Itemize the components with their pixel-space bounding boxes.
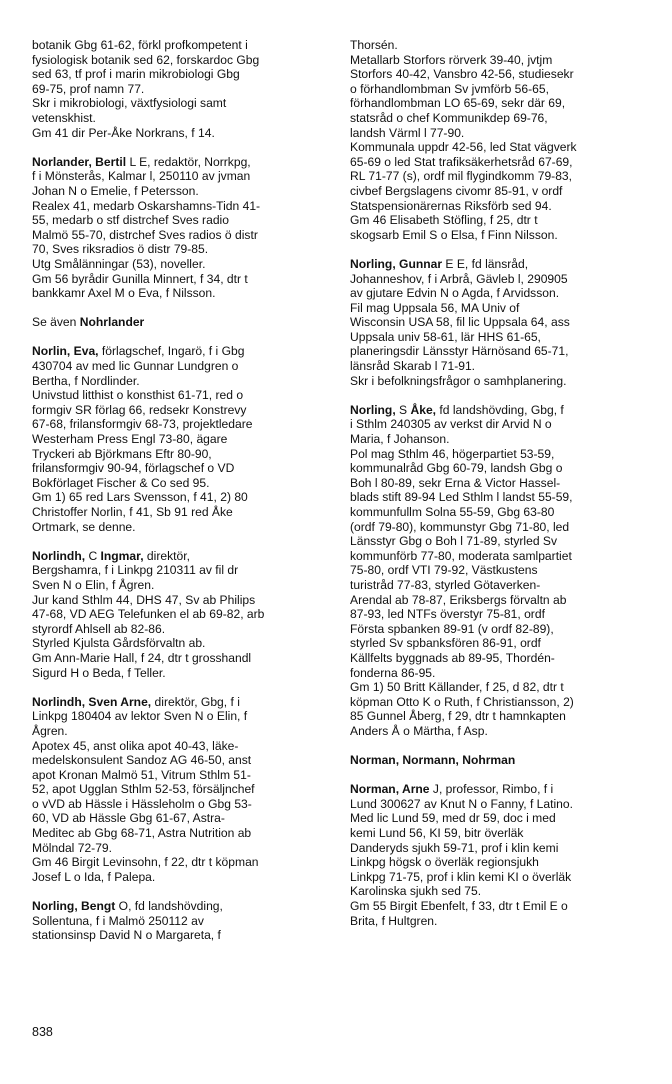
text-line <box>350 228 646 243</box>
text-line <box>350 651 646 666</box>
text-line <box>32 666 328 681</box>
biography-entry <box>32 155 328 301</box>
text-line <box>350 622 646 637</box>
text-segment: 69-75, prof namn 77. <box>32 81 145 96</box>
text-line <box>350 695 646 710</box>
text-segment: Gm Ann-Marie Hall, f 24, dtr t grosshandl <box>32 650 252 665</box>
text-segment: Storfors 40-42, Vansbro 42-56, studiesekr <box>350 67 574 82</box>
text-segment: styrordf Ahlsell ab 82-86. <box>32 621 166 636</box>
text-segment: Gm 1) 50 Britt Källander, f 25, d 82, dtr t <box>350 680 564 695</box>
text-segment: bankkamr Axel M o Eva, f Nilsson. <box>32 286 216 301</box>
text-line <box>32 855 328 870</box>
text-line <box>32 636 328 651</box>
text-line <box>350 826 646 841</box>
right-column <box>350 38 646 943</box>
text-segment: fonderna 86-95. <box>350 665 436 680</box>
text-segment: S <box>395 402 411 417</box>
text-line <box>350 884 646 899</box>
text-line <box>350 811 646 826</box>
text-line <box>350 461 646 476</box>
text-segment: kemi Lund 56, KI 59, bitr överläk <box>350 826 524 841</box>
text-segment: Kommunala uppdr 42-56, led Stat vägverk <box>350 140 577 155</box>
text-segment: turistråd 77-83, styrled Götaverken- <box>350 577 541 592</box>
text-segment: O, fd landshövding, <box>115 899 223 914</box>
text-segment: Uppsala univ 58-61, lär HHS 61-65, <box>350 329 541 344</box>
text-segment: Första spbanken 89-91 (v ordf 82-89), <box>350 621 554 636</box>
text-segment: Linkpg högsk o överläk regionsjukh <box>350 855 539 870</box>
text-segment: Fil mag Uppsala 56, MA Univ of <box>350 300 520 315</box>
text-line <box>350 709 646 724</box>
text-segment: Arendal ab 78-87, Eriksbergs förvaltn ab <box>350 592 567 607</box>
text-line <box>350 374 646 389</box>
text-segment: kommunförb 77-80, moderata samlpartiet <box>350 548 572 563</box>
text-segment: Danderyds sjukh 59-71, prof i klin kemi <box>350 840 559 855</box>
text-line <box>32 213 328 228</box>
text-line <box>350 359 646 374</box>
text-segment: Gm 56 byrådir Gunilla Minnert, f 34, dtr t <box>32 271 248 286</box>
text-line <box>32 169 328 184</box>
text-line <box>350 782 646 797</box>
text-line <box>350 126 646 141</box>
text-line <box>32 520 328 535</box>
text-line <box>32 82 328 97</box>
text-segment: direktör, <box>143 548 190 563</box>
text-line <box>32 38 328 53</box>
text-line <box>32 315 328 330</box>
text-segment: fd landshövding, Gbg, f <box>436 402 564 417</box>
text-line <box>32 753 328 768</box>
text-segment: Univstud litthist o konsthist 61-71, red o <box>32 388 244 403</box>
text-line <box>32 53 328 68</box>
text-segment: Styrled Kjulsta Gårdsförvaltn ab. <box>32 636 206 651</box>
text-segment: Bergshamra, f i Linkpg 210311 av fil dr <box>32 563 239 578</box>
bold-name-segment: Norling, Bengt <box>32 899 116 914</box>
text-segment: Westerham Press Engl 73-80, ägare <box>32 432 228 447</box>
text-segment: Gm 46 Birgit Levinsohn, f 22, dtr t köpman <box>32 855 259 870</box>
text-line <box>32 899 328 914</box>
text-segment: statsråd o chef Kommunikdep 69-76, <box>350 110 548 125</box>
text-line <box>350 330 646 345</box>
text-line <box>32 695 328 710</box>
text-segment: Johan N o Emelie, f Petersson. <box>32 183 199 198</box>
text-line <box>32 96 328 111</box>
text-line <box>350 169 646 184</box>
text-segment: Gm 55 Birgit Ebenfelt, f 33, dtr t Emil E o <box>350 899 568 914</box>
text-segment: Bertha, f Nordlinder. <box>32 373 140 388</box>
text-line <box>350 315 646 330</box>
bold-name-segment: Ingmar, <box>100 548 144 563</box>
text-segment: Meditec ab Gbg 68-71, Astra Nutrition ab <box>32 826 252 841</box>
text-line <box>32 505 328 520</box>
text-segment: 52, apot Ugglan Sthlm 52-53, försäljnchef <box>32 782 255 797</box>
text-line <box>350 490 646 505</box>
text-line <box>350 447 646 462</box>
text-line <box>350 841 646 856</box>
text-line <box>350 563 646 578</box>
text-line <box>32 490 328 505</box>
text-line <box>350 38 646 53</box>
text-segment: Mölndal 72-79. <box>32 840 113 855</box>
text-segment: Anders Å o Märtha, f Asp. <box>350 723 488 738</box>
text-segment: 65-69 o led Stat trafiksäkerhetsråd 67-69, <box>350 154 573 169</box>
text-line <box>350 578 646 593</box>
bold-name-segment: Åke, <box>410 402 437 417</box>
text-line <box>32 768 328 783</box>
text-segment: Realex 41, medarb Oskarshamns-Tidn 41- <box>32 198 261 213</box>
text-segment: vetenskhist. <box>32 110 96 125</box>
text-line <box>32 739 328 754</box>
text-line <box>32 417 328 432</box>
text-line <box>350 666 646 681</box>
text-segment: köpman Otto K o Ruth, f Christiansson, 2) <box>350 694 574 709</box>
biography-entry <box>32 344 328 534</box>
text-segment: kommunfullm Solna 55-59, Gbg 63-80 <box>350 505 555 519</box>
text-segment: 87-93, led NTFs överstyr 75-81, ordf <box>350 607 545 622</box>
text-segment: (ordf 79-80), kommunstyr Gbg 71-80, led <box>350 519 570 534</box>
text-segment: C <box>85 548 101 563</box>
bold-name-segment: Norlindh, Sven Arne, <box>32 694 152 709</box>
text-segment: Boh l 80-89, sekr Erna & Victor Hassel- <box>350 475 561 490</box>
text-segment: Linkpg 71-75, prof i klin kemi KI o överläk <box>350 869 572 884</box>
text-segment: 85 Gunnel Åberg, f 29, dtr t hamnkapten <box>350 709 566 724</box>
text-line <box>32 286 328 301</box>
text-segment: 430704 av med lic Gunnar Lundgren o <box>32 359 239 374</box>
text-segment: styrled Sv spbanksfören 86-91, ordf <box>350 636 541 651</box>
text-segment: blads stift 89-94 Led Sthlm l landst 55-59, <box>350 490 573 505</box>
text-segment: kommunalråd Gbg 60-79, landsh Gbg o <box>350 461 563 476</box>
text-segment: i Sthlm 240305 av verkst dir Arvid N o <box>350 417 552 432</box>
text-line <box>350 199 646 214</box>
text-segment: Wisconsin USA 58, fil lic Uppsala 64, ass <box>350 315 570 330</box>
text-line <box>32 242 328 257</box>
biography-entry <box>350 753 646 768</box>
text-line <box>350 82 646 97</box>
text-segment: Länsstyr Gbg o Boh l 71-89, styrled Sv <box>350 534 558 549</box>
text-segment: civbef Bergslagens civomr 85-91, v ordf <box>350 183 563 198</box>
text-segment: Christoffer Norlin, f 41, Sb 91 red Åke <box>32 505 233 519</box>
text-line <box>350 870 646 885</box>
text-segment: Lund 300627 av Knut N o Fanny, f Latino. <box>350 796 573 811</box>
text-segment: Bokförlaget Fischer & Co sed 95. <box>32 475 210 490</box>
page-number: 838 <box>32 1025 53 1039</box>
text-line <box>350 899 646 914</box>
text-segment: f i Mönsterås, Kalmar l, 250110 av jvman <box>32 169 251 184</box>
text-segment: Johanneshov, f i Arbrå, Gävleb l, 290905 <box>350 271 568 286</box>
text-segment: formgiv SR förlag 66, redsekr Konstrevy <box>32 402 247 417</box>
text-segment: stationsinsp David N o Margareta, f <box>32 928 221 943</box>
text-segment: o vVD ab Hässle i Hässleholm o Gbg 53- <box>32 796 252 811</box>
text-segment: sed 63, tf prof i marin mikrobiologi Gbg <box>32 67 240 82</box>
text-segment: Karolinska sjukh sed 75. <box>350 884 482 899</box>
text-line <box>32 476 328 491</box>
text-segment: Skr i befolkningsfrågor o samhplanering. <box>350 373 567 388</box>
text-line <box>32 797 328 812</box>
biography-entry <box>32 695 328 885</box>
text-segment: Thorsén. <box>350 38 398 52</box>
text-line <box>350 607 646 622</box>
text-segment: Maria, f Johanson. <box>350 432 450 447</box>
text-line <box>32 67 328 82</box>
text-segment: J, professor, Rimbo, f i <box>429 782 554 797</box>
text-segment: fysiologisk botanik sed 62, forskardoc Gbg <box>32 52 260 67</box>
text-segment: o förhandlombman Sv jvmförb 56-65, <box>350 81 549 96</box>
text-line <box>32 724 328 739</box>
text-line <box>32 549 328 564</box>
text-line <box>350 476 646 491</box>
text-line <box>32 578 328 593</box>
text-segment: Källfelts byggnads ab 89-95, Thordén- <box>350 650 555 665</box>
text-line <box>350 286 646 301</box>
bold-name-segment: Norlander, Bertil <box>32 154 127 169</box>
text-line <box>32 447 328 462</box>
text-segment: 55, medarb o stf distrchef Sves radio <box>32 213 229 228</box>
bold-name-segment: Norman, Normann, Nohrman <box>350 753 516 768</box>
biography-entry <box>350 782 646 928</box>
text-line <box>32 563 328 578</box>
text-line <box>32 709 328 724</box>
text-line <box>350 534 646 549</box>
text-line <box>350 520 646 535</box>
text-segment: Utg Smålänningar (53), noveller. <box>32 256 206 271</box>
text-segment: Linkpg 180404 av lektor Sven N o Elin, f <box>32 709 248 724</box>
text-line <box>350 636 646 651</box>
text-segment: 47-68, VD AEG Telefunken el ab 69-82, arb <box>32 607 265 622</box>
text-segment: förhandlombman LO 65-69, sekr där 69, <box>350 96 566 111</box>
text-line <box>32 344 328 359</box>
text-segment: 60, VD ab Hässle Gbg 61-67, Astra- <box>32 811 225 826</box>
biography-entry <box>32 899 328 943</box>
text-line <box>350 432 646 447</box>
text-line <box>32 870 328 885</box>
left-column <box>32 38 328 957</box>
text-line <box>32 228 328 243</box>
text-segment: Skr i mikrobiologi, växtfysiologi samt <box>32 96 227 111</box>
text-line <box>350 213 646 228</box>
text-segment: L E, redaktör, Norrkpg, <box>126 154 251 169</box>
text-segment: Gm 41 dir Per-Åke Norkrans, f 14. <box>32 125 215 140</box>
text-segment: apot Kronan Malmö 51, Vitrum Sthlm 51- <box>32 767 251 782</box>
text-line <box>350 797 646 812</box>
bold-name-segment: Norling, Gunnar <box>350 256 443 271</box>
text-line <box>32 826 328 841</box>
text-segment: botanik Gbg 61-62, förkl profkompetent i <box>32 38 248 52</box>
text-line <box>32 782 328 797</box>
bold-name-segment: Nohrlander <box>79 315 145 330</box>
text-line <box>32 841 328 856</box>
text-line <box>32 184 328 199</box>
text-line <box>350 593 646 608</box>
text-line <box>32 374 328 389</box>
text-segment: Malmö 55-70, distrchef Sves radios ö distr <box>32 227 258 242</box>
text-line <box>350 257 646 272</box>
text-segment: 75-80, ordf VTI 79-92, Västkustens <box>350 563 538 578</box>
text-line <box>32 359 328 374</box>
text-segment: av gjutare Edvin N o Agda, f Arvidsson. <box>350 286 560 301</box>
text-line <box>32 126 328 141</box>
bold-name-segment: Norlindh, <box>32 548 86 563</box>
text-line <box>32 593 328 608</box>
text-segment: Brita, f Hultgren. <box>350 913 438 928</box>
bold-name-segment: Norman, Arne <box>350 782 430 797</box>
biography-entry <box>350 257 646 388</box>
text-line <box>350 96 646 111</box>
text-segment: Jur kand Sthlm 44, DHS 47, Sv ab Philips <box>32 592 256 607</box>
text-line <box>350 67 646 82</box>
text-line <box>32 403 328 418</box>
text-line <box>32 928 328 943</box>
text-segment: 70, Sves riksradios ö distr 79-85. <box>32 242 209 257</box>
bold-name-segment: Norlin, Eva, <box>32 344 99 359</box>
text-segment: planeringsdir Länsstyr Härnösand 65-71, <box>350 344 569 359</box>
text-line <box>350 724 646 739</box>
text-line <box>350 155 646 170</box>
biography-entry <box>32 549 328 680</box>
text-segment: 67-68, frilansformgiv 68-73, projektledare <box>32 417 253 432</box>
text-line <box>350 53 646 68</box>
text-line <box>350 753 646 768</box>
text-line <box>32 461 328 476</box>
text-line <box>32 155 328 170</box>
text-segment: skogsarb Emil S o Elsa, f Finn Nilsson. <box>350 227 558 242</box>
text-segment: Med lic Lund 59, med dr 59, doc i med <box>350 811 556 826</box>
text-line <box>32 272 328 287</box>
text-segment: Ortmark, se denne. <box>32 519 136 534</box>
text-line <box>350 111 646 126</box>
text-line <box>32 914 328 929</box>
text-segment: Ågren. <box>32 723 68 738</box>
text-segment: länsråd Skarab l 71-91. <box>350 359 476 374</box>
text-segment: Sollentuna, f i Malmö 250112 av <box>32 913 204 928</box>
text-line <box>350 344 646 359</box>
text-line <box>32 388 328 403</box>
text-segment: Se även <box>32 315 80 330</box>
text-segment: Tryckeri ab Björkmans Eftr 80-90, <box>32 446 212 461</box>
text-segment: Sven N o Elin, f Ågren. <box>32 577 155 592</box>
text-line <box>350 505 646 520</box>
text-line <box>350 417 646 432</box>
text-segment: RL 71-77 (s), ordf mil flygindkomm 79-83, <box>350 169 573 184</box>
bold-name-segment: Norling, <box>350 402 396 417</box>
text-segment: Metallarb Storfors rörverk 39-40, jvtjm <box>350 52 553 67</box>
text-segment: Gm 46 Elisabeth Stöfling, f 25, dtr t <box>350 213 538 228</box>
text-line <box>32 811 328 826</box>
text-segment: Gm 1) 65 red Lars Svensson, f 41, 2) 80 <box>32 490 248 505</box>
text-segment: Sigurd H o Beda, f Teller. <box>32 665 166 680</box>
text-segment: Statspensionärernas Riksförb sed 94. <box>350 198 552 213</box>
text-line <box>350 680 646 695</box>
text-line <box>350 549 646 564</box>
text-line <box>32 607 328 622</box>
text-line <box>350 914 646 929</box>
text-segment: Apotex 45, anst olika apot 40-43, läke- <box>32 738 239 753</box>
biography-entry <box>32 315 328 330</box>
biography-entry <box>32 38 328 140</box>
text-segment: Pol mag Sthlm 46, högerpartiet 53-59, <box>350 446 555 461</box>
text-line <box>32 257 328 272</box>
text-line <box>32 651 328 666</box>
text-segment: direktör, Gbg, f i <box>151 694 240 709</box>
text-line <box>32 111 328 126</box>
text-line <box>350 272 646 287</box>
text-line <box>350 301 646 316</box>
biography-entry <box>350 38 646 242</box>
text-line <box>350 140 646 155</box>
text-line <box>32 432 328 447</box>
text-line <box>350 184 646 199</box>
text-segment: medelskonsulent Sandoz AG 46-50, anst <box>32 753 252 768</box>
biography-entry <box>350 403 646 739</box>
text-segment: förlagschef, Ingarö, f i Gbg <box>98 344 245 359</box>
text-segment: landsh Värml l 77-90. <box>350 125 465 140</box>
text-line <box>32 199 328 214</box>
text-segment: E E, fd länsråd, <box>442 256 529 271</box>
text-segment: frilansformgiv 90-94, förlagschef o VD <box>32 461 235 476</box>
text-segment: Josef L o Ida, f Palepa. <box>32 869 156 884</box>
text-line <box>32 622 328 637</box>
text-line <box>350 403 646 418</box>
text-line <box>350 855 646 870</box>
